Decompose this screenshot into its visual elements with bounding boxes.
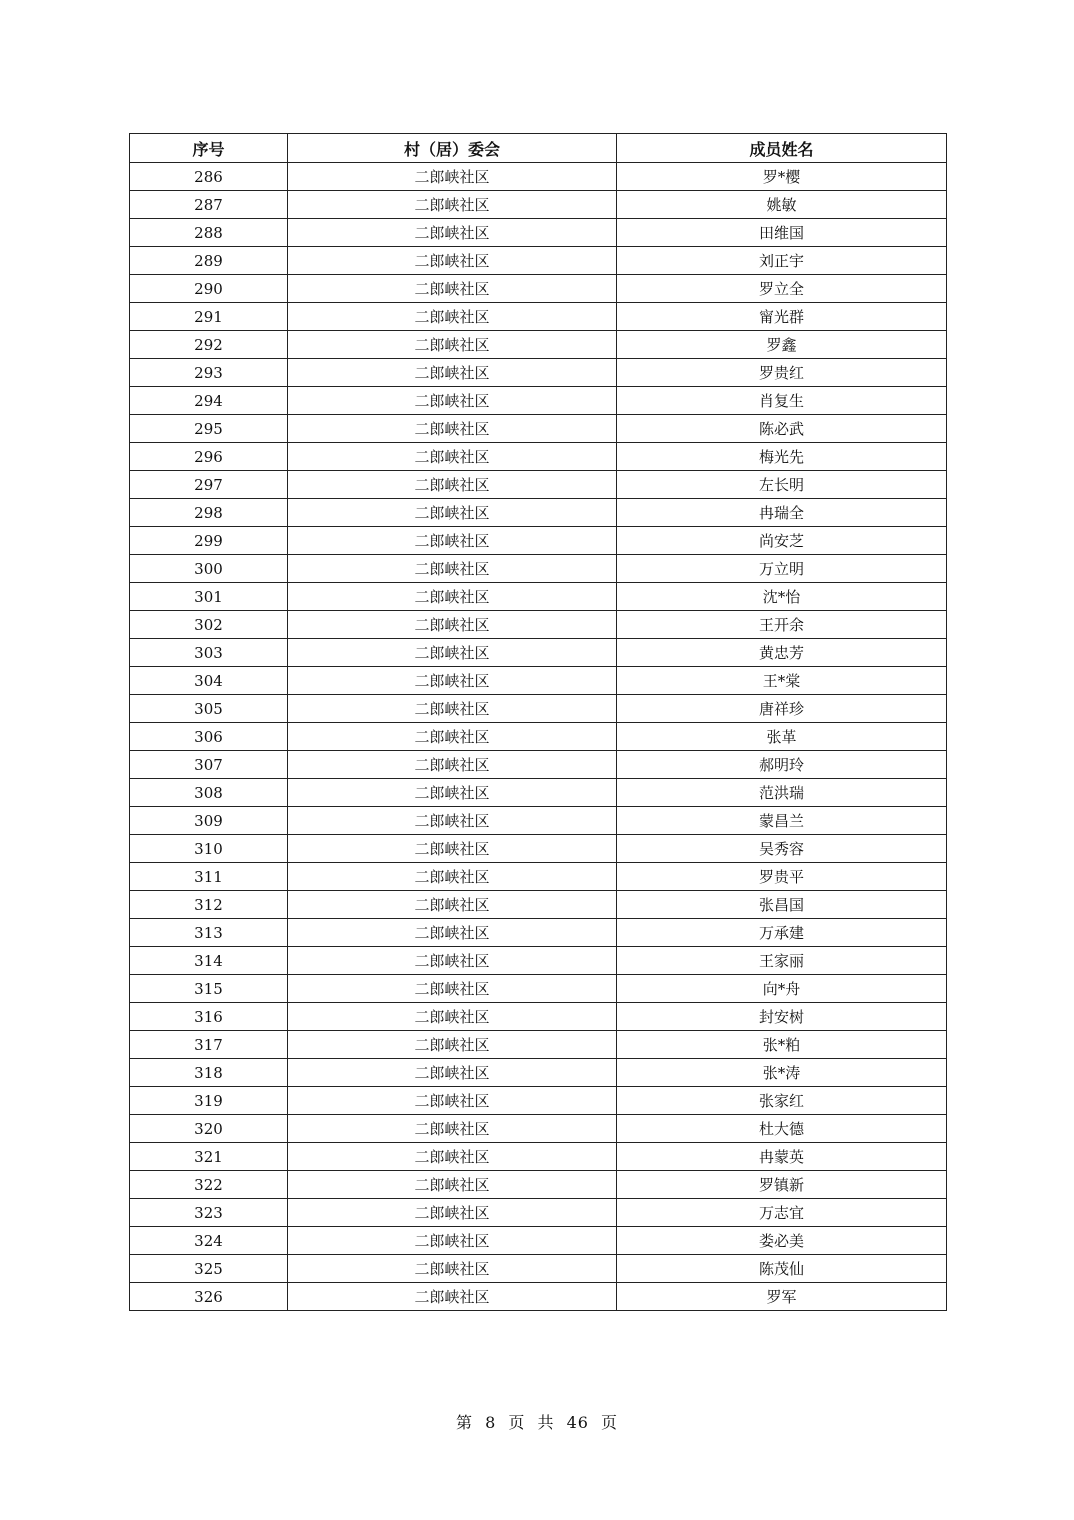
cell-committee: 二郎峡社区: [288, 275, 617, 303]
cell-serial-number: 303: [130, 639, 288, 667]
cell-member-name: 罗鑫: [617, 331, 947, 359]
table-row: [130, 1003, 947, 1031]
table-row: [130, 1227, 947, 1255]
cell-serial-number: 313: [130, 919, 288, 947]
cell-member-name: 张*粕: [617, 1031, 947, 1059]
table-row: [130, 359, 947, 387]
cell-committee: 二郎峡社区: [288, 807, 617, 835]
cell-serial-number: 294: [130, 387, 288, 415]
table-row: [130, 247, 947, 275]
table-row: [130, 1283, 947, 1311]
cell-committee: 二郎峡社区: [288, 1283, 617, 1311]
cell-member-name: 张*涛: [617, 1059, 947, 1087]
cell-serial-number: 307: [130, 751, 288, 779]
cell-committee: 二郎峡社区: [288, 919, 617, 947]
cell-serial-number: 292: [130, 331, 288, 359]
cell-serial-number: 311: [130, 863, 288, 891]
table-row: [130, 1171, 947, 1199]
table-row: [130, 611, 947, 639]
cell-committee: 二郎峡社区: [288, 639, 617, 667]
cell-serial-number: 297: [130, 471, 288, 499]
cell-serial-number: 290: [130, 275, 288, 303]
cell-serial-number: 325: [130, 1255, 288, 1283]
cell-member-name: 田维国: [617, 219, 947, 247]
cell-committee: 二郎峡社区: [288, 723, 617, 751]
cell-committee: 二郎峡社区: [288, 1059, 617, 1087]
cell-member-name: 范洪瑞: [617, 779, 947, 807]
cell-serial-number: 317: [130, 1031, 288, 1059]
cell-serial-number: 289: [130, 247, 288, 275]
cell-member-name: 陈必武: [617, 415, 947, 443]
cell-member-name: 吴秀容: [617, 835, 947, 863]
cell-committee: 二郎峡社区: [288, 471, 617, 499]
cell-member-name: 郝明玲: [617, 751, 947, 779]
cell-committee: 二郎峡社区: [288, 331, 617, 359]
cell-committee: 二郎峡社区: [288, 1143, 617, 1171]
cell-serial-number: 319: [130, 1087, 288, 1115]
cell-member-name: 黄忠芳: [617, 639, 947, 667]
cell-member-name: 万立明: [617, 555, 947, 583]
member-table: [129, 133, 947, 1311]
cell-member-name: 罗镇新: [617, 1171, 947, 1199]
cell-committee: 二郎峡社区: [288, 1171, 617, 1199]
cell-committee: 二郎峡社区: [288, 163, 617, 191]
cell-committee: 二郎峡社区: [288, 1031, 617, 1059]
cell-committee: 二郎峡社区: [288, 387, 617, 415]
cell-member-name: 唐祥珍: [617, 695, 947, 723]
cell-committee: 二郎峡社区: [288, 891, 617, 919]
cell-serial-number: 301: [130, 583, 288, 611]
cell-member-name: 杜大德: [617, 1115, 947, 1143]
table-row: [130, 975, 947, 1003]
cell-committee: 二郎峡社区: [288, 947, 617, 975]
cell-serial-number: 286: [130, 163, 288, 191]
cell-member-name: 罗贵平: [617, 863, 947, 891]
cell-serial-number: 321: [130, 1143, 288, 1171]
cell-member-name: 罗军: [617, 1283, 947, 1311]
cell-member-name: 罗贵红: [617, 359, 947, 387]
cell-committee: 二郎峡社区: [288, 667, 617, 695]
footer-mid1: 页: [508, 1413, 526, 1432]
table-row: [130, 583, 947, 611]
table-body: [130, 163, 947, 1311]
cell-serial-number: 288: [130, 219, 288, 247]
footer-mid2: 共: [537, 1413, 555, 1432]
cell-committee: 二郎峡社区: [288, 975, 617, 1003]
cell-committee: 二郎峡社区: [288, 359, 617, 387]
cell-committee: 二郎峡社区: [288, 303, 617, 331]
cell-committee: 二郎峡社区: [288, 1255, 617, 1283]
cell-serial-number: 309: [130, 807, 288, 835]
table-row: [130, 1199, 947, 1227]
cell-committee: 二郎峡社区: [288, 863, 617, 891]
cell-member-name: 蒙昌兰: [617, 807, 947, 835]
table-row: [130, 163, 947, 191]
cell-committee: 二郎峡社区: [288, 779, 617, 807]
table-row: [130, 219, 947, 247]
cell-committee: 二郎峡社区: [288, 247, 617, 275]
cell-serial-number: 300: [130, 555, 288, 583]
table-row: [130, 751, 947, 779]
cell-member-name: 左长明: [617, 471, 947, 499]
cell-committee: 二郎峡社区: [288, 1087, 617, 1115]
cell-member-name: 罗*樱: [617, 163, 947, 191]
cell-committee: 二郎峡社区: [288, 191, 617, 219]
cell-serial-number: 299: [130, 527, 288, 555]
cell-serial-number: 298: [130, 499, 288, 527]
footer-suffix: 页: [601, 1413, 619, 1432]
cell-committee: 二郎峡社区: [288, 1227, 617, 1255]
cell-serial-number: 308: [130, 779, 288, 807]
table-row: [130, 639, 947, 667]
cell-serial-number: 324: [130, 1227, 288, 1255]
page-footer: [0, 1410, 1074, 1433]
table-row: [130, 443, 947, 471]
cell-serial-number: 316: [130, 1003, 288, 1031]
cell-serial-number: 315: [130, 975, 288, 1003]
table-row: [130, 863, 947, 891]
cell-serial-number: 312: [130, 891, 288, 919]
header-serial-number: 序号: [130, 134, 288, 163]
table-row: [130, 1087, 947, 1115]
table-row: [130, 527, 947, 555]
table-row: [130, 191, 947, 219]
cell-member-name: 尚安芝: [617, 527, 947, 555]
table-row: [130, 1115, 947, 1143]
footer-prefix: 第: [455, 1413, 473, 1432]
cell-member-name: 封安树: [617, 1003, 947, 1031]
cell-committee: 二郎峡社区: [288, 835, 617, 863]
table-row: [130, 695, 947, 723]
cell-member-name: 王*棠: [617, 667, 947, 695]
cell-committee: 二郎峡社区: [288, 1115, 617, 1143]
cell-serial-number: 322: [130, 1171, 288, 1199]
cell-serial-number: 326: [130, 1283, 288, 1311]
cell-serial-number: 291: [130, 303, 288, 331]
cell-member-name: 刘正宇: [617, 247, 947, 275]
table-row: [130, 471, 947, 499]
cell-serial-number: 287: [130, 191, 288, 219]
cell-member-name: 甯光群: [617, 303, 947, 331]
table-row: [130, 303, 947, 331]
cell-member-name: 沈*怡: [617, 583, 947, 611]
table-row: [130, 779, 947, 807]
cell-member-name: 陈茂仙: [617, 1255, 947, 1283]
cell-serial-number: 305: [130, 695, 288, 723]
table-row: [130, 1031, 947, 1059]
table-row: [130, 1059, 947, 1087]
cell-member-name: 娄必美: [617, 1227, 947, 1255]
cell-committee: 二郎峡社区: [288, 1003, 617, 1031]
header-committee: 村（居）委会: [288, 134, 617, 163]
table-row: [130, 1143, 947, 1171]
cell-serial-number: 302: [130, 611, 288, 639]
table-header-row: [130, 134, 947, 163]
cell-committee: 二郎峡社区: [288, 583, 617, 611]
cell-member-name: 姚敏: [617, 191, 947, 219]
cell-committee: 二郎峡社区: [288, 443, 617, 471]
table-row: [130, 947, 947, 975]
table-row: [130, 835, 947, 863]
table-row: [130, 499, 947, 527]
cell-member-name: 冉瑞全: [617, 499, 947, 527]
cell-serial-number: 320: [130, 1115, 288, 1143]
table-row: [130, 387, 947, 415]
cell-serial-number: 295: [130, 415, 288, 443]
header-member-name: 成员姓名: [617, 134, 947, 163]
table-row: [130, 723, 947, 751]
table-row: [130, 891, 947, 919]
cell-member-name: 张昌国: [617, 891, 947, 919]
cell-serial-number: 318: [130, 1059, 288, 1087]
cell-serial-number: 293: [130, 359, 288, 387]
footer-page-number: 8: [485, 1413, 497, 1432]
table-row: [130, 331, 947, 359]
cell-member-name: 万志宜: [617, 1199, 947, 1227]
cell-committee: 二郎峡社区: [288, 611, 617, 639]
table-row: [130, 555, 947, 583]
cell-member-name: 向*舟: [617, 975, 947, 1003]
cell-member-name: 王家丽: [617, 947, 947, 975]
cell-member-name: 张革: [617, 723, 947, 751]
cell-committee: 二郎峡社区: [288, 555, 617, 583]
cell-member-name: 王开余: [617, 611, 947, 639]
cell-committee: 二郎峡社区: [288, 751, 617, 779]
cell-member-name: 梅光先: [617, 443, 947, 471]
cell-serial-number: 314: [130, 947, 288, 975]
cell-committee: 二郎峡社区: [288, 1199, 617, 1227]
cell-serial-number: 306: [130, 723, 288, 751]
cell-serial-number: 304: [130, 667, 288, 695]
cell-serial-number: 296: [130, 443, 288, 471]
cell-committee: 二郎峡社区: [288, 415, 617, 443]
table-row: [130, 1255, 947, 1283]
cell-member-name: 万承建: [617, 919, 947, 947]
cell-serial-number: 310: [130, 835, 288, 863]
table-row: [130, 667, 947, 695]
cell-member-name: 冉蒙英: [617, 1143, 947, 1171]
table-row: [130, 415, 947, 443]
cell-committee: 二郎峡社区: [288, 695, 617, 723]
cell-serial-number: 323: [130, 1199, 288, 1227]
table-row: [130, 275, 947, 303]
cell-committee: 二郎峡社区: [288, 527, 617, 555]
footer-total-pages: 46: [566, 1413, 589, 1432]
cell-member-name: 张家红: [617, 1087, 947, 1115]
cell-committee: 二郎峡社区: [288, 219, 617, 247]
table-row: [130, 807, 947, 835]
table-row: [130, 919, 947, 947]
cell-member-name: 肖复生: [617, 387, 947, 415]
cell-member-name: 罗立全: [617, 275, 947, 303]
cell-committee: 二郎峡社区: [288, 499, 617, 527]
